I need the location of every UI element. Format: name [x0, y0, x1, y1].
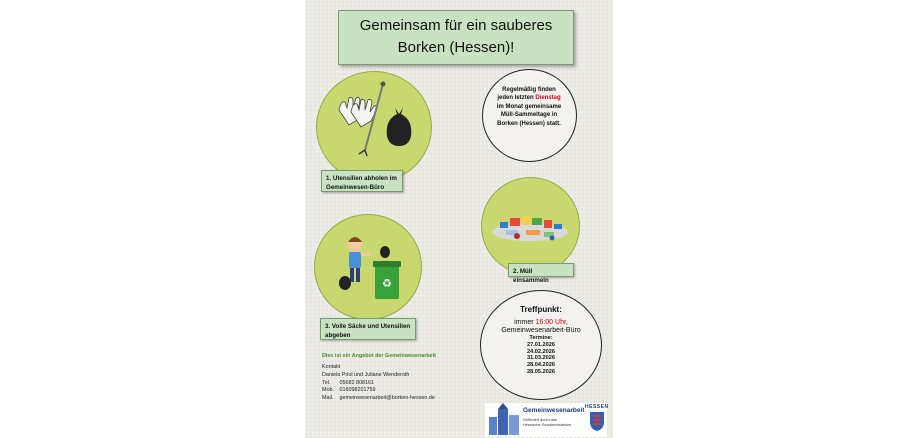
step1-label [321, 170, 403, 192]
meeting-time-prefix: immer [514, 319, 534, 326]
town-logo-icon [487, 403, 523, 437]
step2-label: 2. Müll einsammeln [508, 263, 574, 277]
date-item: 28.05.2026 [527, 368, 555, 375]
litter-pile-icon [492, 216, 568, 241]
meeting-info [486, 305, 596, 376]
meeting-heading: Treffpunkt: [520, 305, 562, 314]
step1-circle [316, 71, 432, 183]
info-highlight-day: Dienstag [535, 95, 561, 102]
title-box [338, 10, 574, 65]
boy-with-bin-illustration [315, 215, 421, 319]
logo-area [485, 403, 607, 437]
info-text-part1: Regelmäßig finden jeden letzten [497, 87, 556, 102]
date-item: 28.04.2026 [527, 362, 555, 369]
contact-mob-row [322, 387, 435, 395]
meeting-place: Gemeinwesenarbeit-Büro [501, 327, 581, 334]
title-line-1: Gemeinsam für ein sauberes [359, 17, 553, 34]
mob-label: Mob. [322, 387, 334, 394]
step3-label-line1: 3. Volle Säcke und Utensilien [325, 323, 411, 330]
mail-label: Mail. [322, 395, 334, 402]
step3-label-line2: abgeben [325, 332, 351, 339]
mob-value[interactable]: 016098201759 [339, 387, 376, 394]
tel-value[interactable]: 05682 808161 [339, 379, 374, 386]
gloves-picker-bag-illustration [317, 72, 431, 182]
step1-label-line2: Gemeinwesen-Büro [326, 184, 385, 191]
step3-circle [314, 214, 422, 320]
trash-bag-icon [387, 108, 412, 146]
offer-text: Dies ist ein Angebot der Gemeinwesenarbeit [322, 353, 436, 359]
gloves-icon [339, 97, 377, 127]
logo-subtitle: Gefördert durch das Hessische Sozialministerium [523, 418, 572, 427]
dates-label: Termine: [529, 335, 553, 341]
mail-link[interactable]: gemeinwesenarbeit@borken-hessen.de [339, 395, 435, 402]
meeting-time: 16:00 Uhr, [535, 319, 568, 326]
tel-label: Tel. [322, 379, 331, 386]
date-item: 24.02.2026 [527, 348, 555, 355]
title-line-2: Borken (Hessen)! [397, 39, 515, 56]
logo-name: Gemeinwesenarbeit [523, 407, 585, 414]
info-text [495, 86, 563, 128]
step1-label-line1: 1. Utensilien abholen im [326, 175, 397, 182]
step2-circle [481, 177, 580, 275]
poster [305, 0, 613, 438]
hessen-logo-text: HESSEN [585, 404, 609, 410]
boy-icon [348, 237, 371, 282]
contact-tel-row [322, 380, 435, 388]
info-text-part2: im Monat gemeinsame Müll-Sammeltage in Borken (Hessen) statt. [496, 103, 562, 127]
hessen-crest-icon [589, 411, 605, 431]
recycling-bin-icon [373, 261, 401, 299]
contact-mail-row [322, 395, 435, 403]
date-item: 31.03.2026 [527, 355, 555, 362]
svg-text:♻: ♻ [382, 277, 392, 290]
contact-names: Daniela Priol und Juliane Wenderoth [322, 371, 410, 378]
contact-heading: Kontakt [322, 364, 341, 370]
step3-label [320, 318, 416, 340]
contact-block [322, 364, 435, 403]
meeting-time-line [486, 319, 596, 327]
litter-pile-illustration [482, 178, 579, 274]
date-item: 27.01.2026 [527, 341, 555, 348]
